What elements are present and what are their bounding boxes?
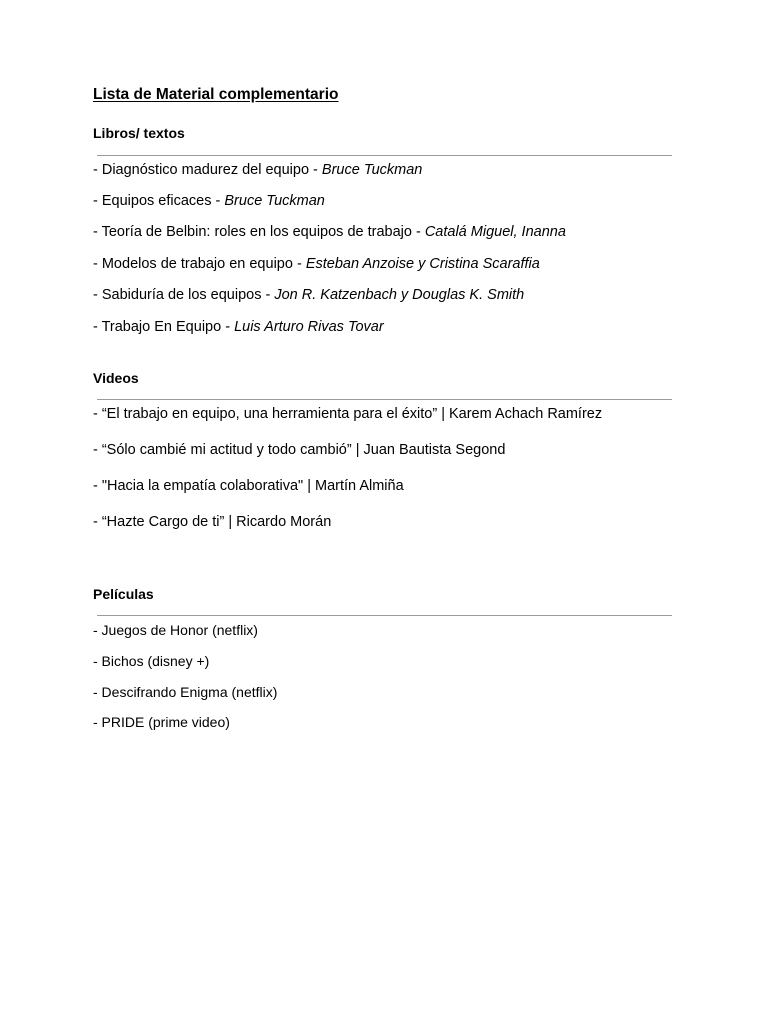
book-author: Bruce Tuckman [224, 193, 325, 209]
book-item [93, 192, 325, 210]
books-divider [97, 155, 672, 156]
book-author: Bruce Tuckman [321, 162, 423, 178]
video-item: - “El trabajo en equipo, una herramienta para el éxito” | Karem Achach Ramírez [93, 406, 603, 422]
movie-item: - PRIDE (prime video) [93, 714, 230, 730]
book-author: Jon R. Katzenbach y Douglas K. Smith [274, 287, 525, 303]
book-author: Esteban Anzoise y Cristina Scaraffia [305, 256, 540, 272]
book-item [93, 318, 384, 336]
book-item [93, 223, 566, 241]
book-title: - Trabajo En Equipo - [93, 319, 235, 335]
book-title: - Teoría de Belbin: roles en los equipos de trabajo - [93, 224, 425, 240]
books-heading: Libros/ textos [93, 125, 185, 141]
document-title: Lista de Material complementario [93, 86, 339, 103]
book-title: - Modelos de trabajo en equipo - [93, 256, 306, 272]
movies-divider [97, 615, 672, 616]
video-item: - “Sólo cambié mi actitud y todo cambió” | Juan Bautista Segond [93, 442, 506, 458]
book-item [93, 161, 422, 179]
movie-item: - Juegos de Honor (netflix) [93, 622, 258, 638]
movie-item: - Bichos (disney +) [93, 653, 210, 669]
book-item [93, 255, 540, 273]
videos-heading: Videos [93, 370, 139, 386]
book-item [93, 286, 524, 304]
book-author: Luis Arturo Rivas Tovar [234, 319, 384, 335]
videos-divider [97, 399, 672, 400]
book-title: - Equipos eficaces - [93, 193, 225, 209]
book-title: - Diagnóstico madurez del equipo - [93, 162, 322, 178]
movies-heading: Películas [93, 586, 154, 602]
video-item: - “Hazte Cargo de ti” | Ricardo Morán [93, 514, 332, 530]
book-author: Catalá Miguel, Inanna [424, 224, 566, 240]
video-item: - "Hacia la empatía colaborativa" | Martín Almiña [93, 478, 404, 494]
book-title: - Sabiduría de los equipos - [93, 287, 275, 303]
movie-item: - Descifrando Enigma (netflix) [93, 684, 278, 700]
